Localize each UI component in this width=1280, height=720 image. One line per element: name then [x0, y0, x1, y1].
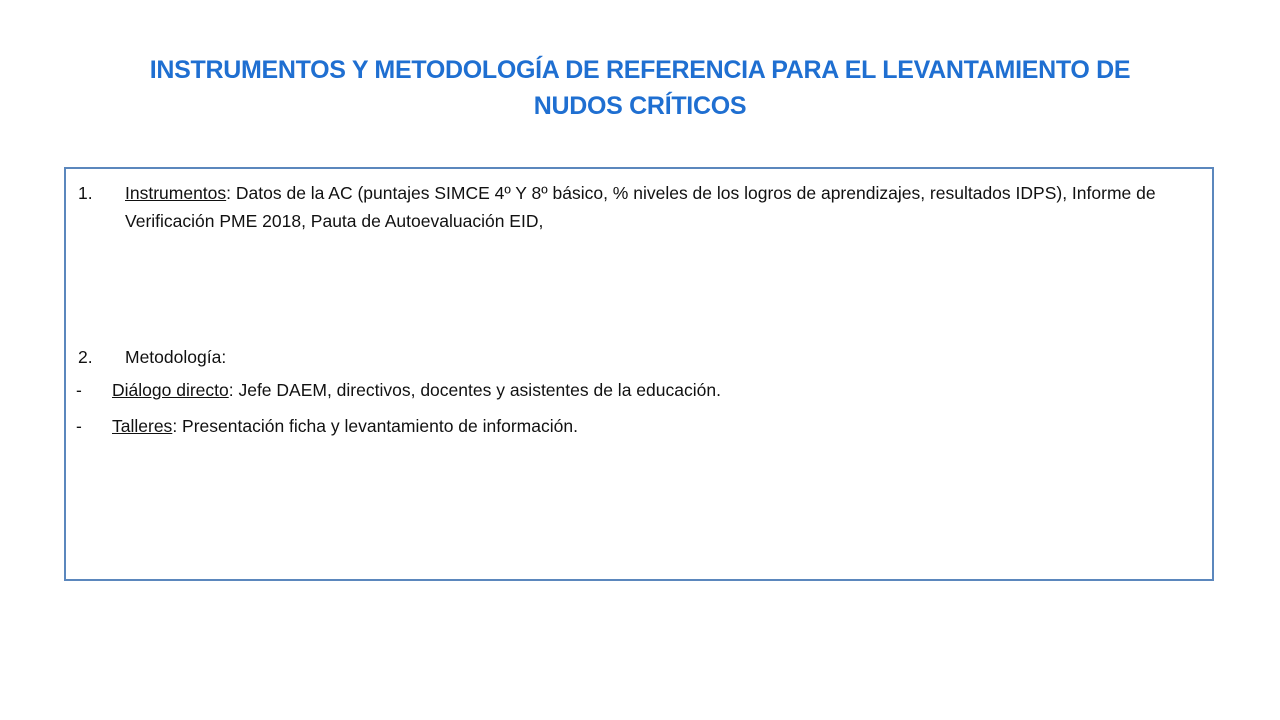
- list-number: 1.: [78, 183, 93, 203]
- list-number: 2.: [78, 347, 93, 367]
- title-line-1: INSTRUMENTOS Y METODOLOGÍA DE REFERENCIA PARA EL LEVANTAMIENTO DE: [149, 56, 1131, 84]
- bullet-text: [112, 376, 721, 404]
- slide-title: [60, 52, 1220, 124]
- talleres-text: : Presentación ficha y levantamiento de información.: [172, 416, 578, 436]
- bullet-text: [112, 412, 578, 440]
- title-line-2: NUDOS CRÍTICOS: [533, 92, 747, 120]
- bullet-dash: -: [76, 380, 82, 400]
- dialogo-label: Diálogo directo: [112, 380, 229, 400]
- dialogo-text: : Jefe DAEM, directivos, docentes y asistentes de la educación.: [228, 380, 721, 400]
- content-box: [64, 167, 1214, 581]
- list-text: [125, 179, 1185, 235]
- metodologia-text: Metodología:: [125, 347, 227, 367]
- talleres-label: Talleres: [112, 416, 173, 436]
- instrumentos-label: Instrumentos: [125, 183, 227, 203]
- bullet-dash: -: [76, 416, 82, 436]
- instrumentos-text: : Datos de la AC (puntajes SIMCE 4º Y 8º básico, % niveles de los logros de aprendizajes, resultados IDPS), Informe de Verificación PME 2018, Pauta de Autoevaluación EID,: [125, 183, 1156, 231]
